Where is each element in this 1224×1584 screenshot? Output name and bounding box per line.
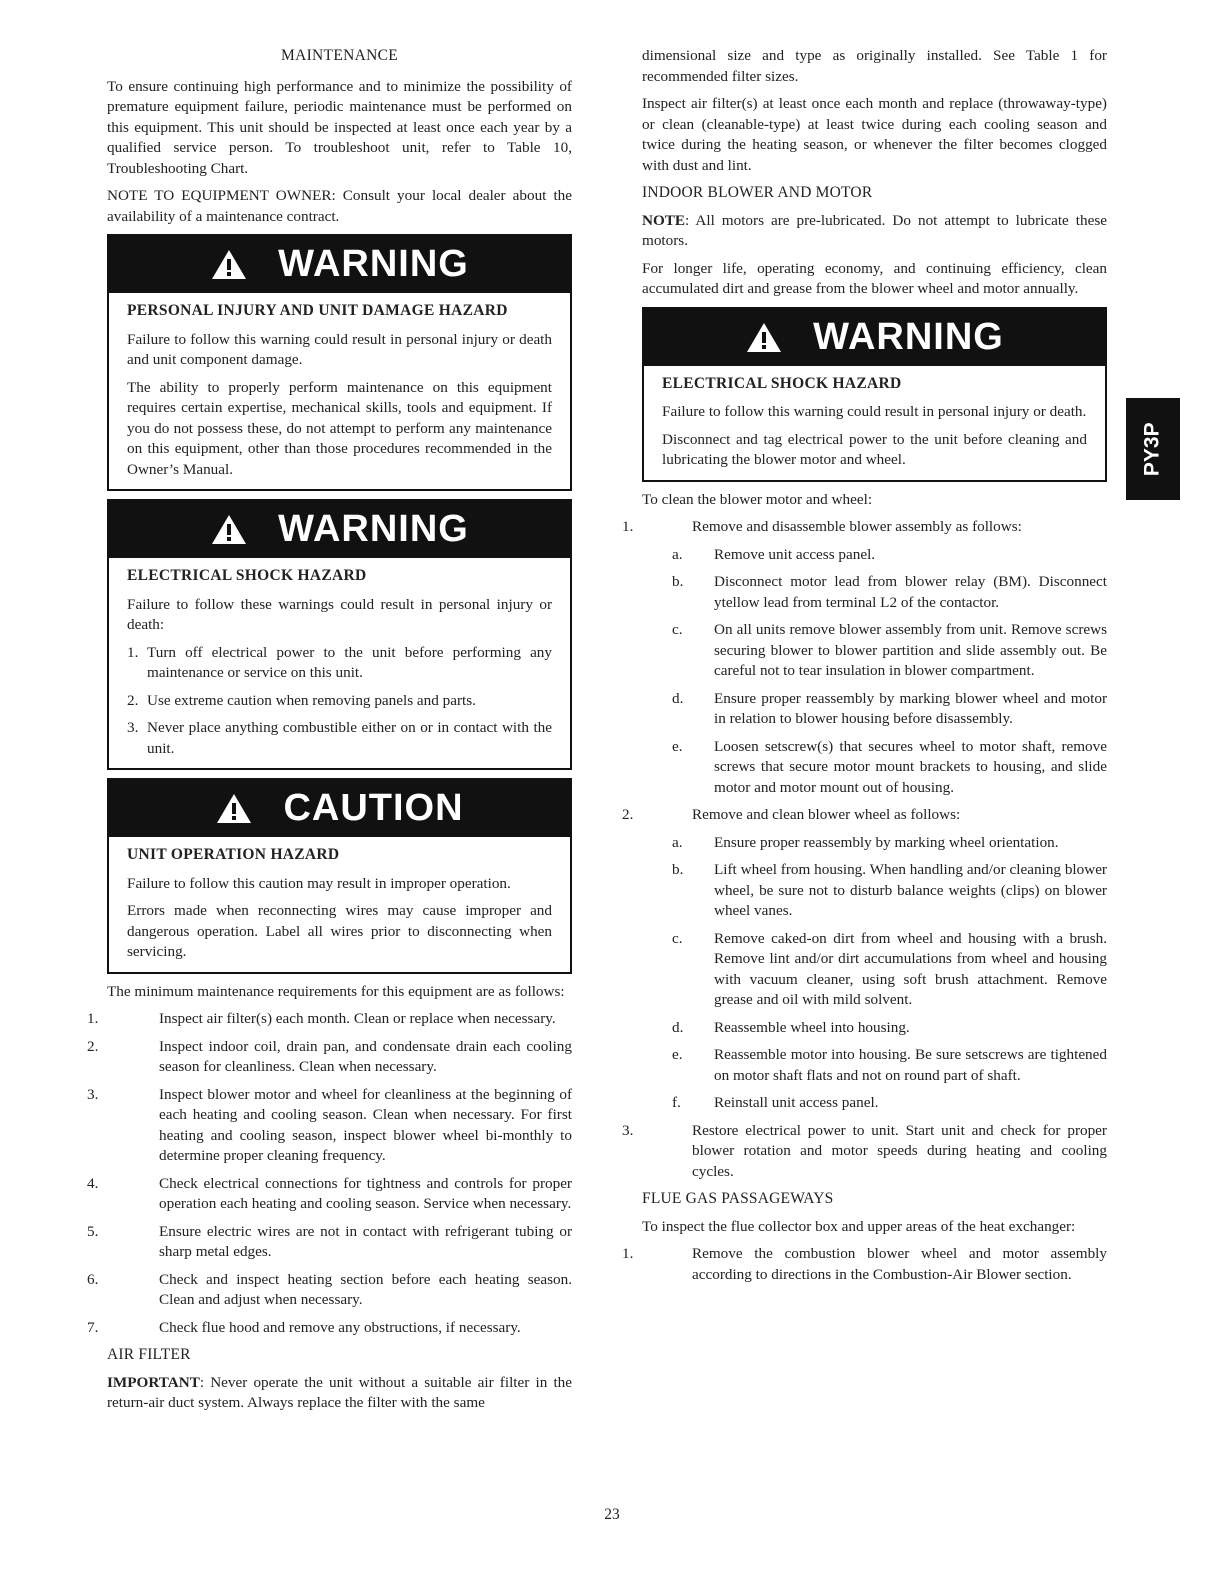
list-item: 1. Inspect air filter(s) each month. Clean or replace when necessary. bbox=[87, 1010, 556, 1027]
warning-list bbox=[127, 643, 552, 760]
list-item: 1. Remove and disassemble blower assembly as follows: a. Remove unit access panel. b. Disconnect motor lead from blower relay (BM). Disconnect ytellow lead from terminal L2 of the contactor. c. On all units remove blower assembly from unit. Remove screws securing blower to blower partition and slide assembly out. Be careful not to tear insulation in blower compartment. d. Ensure proper reassembly by marking blower wheel and motor in relation to blower housing before disassembly. e. Loosen setscrew(s) that secures wheel to motor shaft, remove screws that secure motor mount brackets to housing, and slide motor and motor mount out of housing. bbox=[642, 517, 1107, 798]
warning-banner bbox=[644, 309, 1105, 366]
min-requirements-intro: The minimum maintenance requirements for this equipment are as follows: bbox=[107, 982, 565, 1000]
list-item: 7. Check flue hood and remove any obstructions, if necessary. bbox=[87, 1318, 521, 1336]
list-item: 3. Never place anything combustible either on or in contact with the unit. bbox=[127, 719, 552, 757]
warning-triangle-icon bbox=[745, 321, 783, 354]
warning-text: Failure to follow these warnings could result in personal injury or death: bbox=[127, 595, 552, 633]
warning-text: Failure to follow this warning could result in personal injury or death. bbox=[662, 403, 1087, 420]
list-item: 3. Restore electrical power to unit. Start unit and check for proper blower rotation and motor speeds during heating and cooling cycles. bbox=[622, 1121, 1107, 1180]
hazard-title: ELECTRICAL SHOCK HAZARD bbox=[662, 374, 902, 392]
list-item: 5. Ensure electric wires are not in contact with refrigerant tubing or sharp metal edges. bbox=[87, 1222, 572, 1260]
blower-heading: INDOOR BLOWER AND MOTOR bbox=[642, 184, 873, 201]
to-clean-intro: To clean the blower motor and wheel: bbox=[642, 490, 873, 508]
warning-triangle-icon bbox=[210, 248, 248, 281]
warning-label: WARNING bbox=[278, 243, 469, 286]
list-item: 1. Turn off electrical power to the unit before performing any maintenance or service on this unit. bbox=[127, 643, 552, 681]
warning-banner bbox=[109, 501, 570, 558]
list-item: b. Disconnect motor lead from blower relay (BM). Disconnect ytellow lead from terminal L2 of the contactor. bbox=[672, 573, 1107, 611]
list-item: c. On all units remove blower assembly from unit. Remove screws securing blower to blower partition and slide assembly out. Be careful not to tear insulation in blower compartment. bbox=[672, 621, 1107, 679]
side-tab bbox=[1126, 398, 1180, 500]
sub-steps bbox=[672, 833, 1107, 1114]
list-item: a. Ensure proper reassembly by marking wheel orientation. bbox=[672, 833, 1059, 851]
warning-box-electrical-shock bbox=[107, 499, 572, 770]
air-filter-heading: AIR FILTER bbox=[107, 1346, 191, 1363]
important-note: IMPORTANT: Never operate the unit without a suitable air filter in the return-air duct system. Always replace the filter with the same bbox=[107, 1373, 572, 1411]
warning-triangle-icon bbox=[215, 792, 253, 825]
caution-text: Failure to follow this caution may result in improper operation. bbox=[127, 874, 511, 892]
right-column bbox=[622, 46, 1107, 1292]
filter-inspect: Inspect air filter(s) at least once each month and replace (throwaway-type) or clean (cleanable-type) at least twice during each cooling season and twice during the heating season, or whenever the filter becomes clogged with dust and lint. bbox=[642, 95, 1107, 174]
warning-label: WARNING bbox=[813, 315, 1004, 358]
left-column bbox=[87, 46, 572, 1421]
flue-steps bbox=[622, 1244, 1107, 1285]
maintenance-intro: To ensure continuing high performance and to minimize the possibility of premature equipment failure, periodic maintenance must be performed on this equipment. This unit should be inspected at least once each year by a qualified service person. To troubleshoot unit, refer to Table 10, Troubleshooting Chart. bbox=[107, 77, 572, 177]
list-item: 1. Remove the combustion blower wheel and motor assembly according to directions in the Combustion-Air Blower section. bbox=[622, 1245, 1107, 1283]
cleaning-steps bbox=[622, 517, 1107, 1182]
warning-label: WARNING bbox=[278, 508, 469, 551]
side-tab-label: PY3P bbox=[1140, 422, 1164, 476]
sub-steps bbox=[672, 545, 1107, 799]
warning-text: Disconnect and tag electrical power to the unit before cleaning and lubricating the blower motor and wheel. bbox=[662, 430, 1087, 468]
owner-note: NOTE TO EQUIPMENT OWNER: Consult your local dealer about the availability of a maintenance contract. bbox=[107, 187, 572, 225]
caution-banner bbox=[109, 780, 570, 837]
warning-text: The ability to properly perform maintenance on this equipment requires certain expertise, mechanical skills, tools and equipment. If you do not possess these, do not attempt to perform any maintenance on this equipment, other than those procedures recommended in the Owner’s Manual. bbox=[127, 378, 552, 478]
warning-box-electrical-shock bbox=[642, 307, 1107, 482]
list-item: 2. Use extreme caution when removing panels and parts. bbox=[127, 691, 476, 709]
caution-text: Errors made when reconnecting wires may cause improper and dangerous operation. Label all wires prior to disconnecting when servicing. bbox=[127, 902, 552, 960]
list-item: 4. Check electrical connections for tightness and controls for proper operation each heating and cooling season. Service when necessary. bbox=[87, 1174, 572, 1212]
flue-heading: FLUE GAS PASSAGEWAYS bbox=[642, 1190, 834, 1207]
list-item: 6. Check and inspect heating section before each heating season. Clean and adjust when necessary. bbox=[87, 1270, 572, 1308]
longer-life-text: For longer life, operating economy, and continuing efficiency, clean accumulated dirt and grease from the blower wheel and motor annually. bbox=[642, 259, 1107, 297]
requirements-list bbox=[87, 1009, 572, 1338]
hazard-title: ELECTRICAL SHOCK HAZARD bbox=[127, 567, 367, 584]
list-item: 3. Inspect blower motor and wheel for cleanliness at the beginning of each heating and cooling season. Clean when necessary. For first heating and cooling season, inspect blower wheel bi-monthly to determine proper cleaning frequency. bbox=[87, 1085, 572, 1164]
list-item: d. Ensure proper reassembly by marking blower wheel and motor in relation to blower housing before disassembly. bbox=[672, 689, 1107, 727]
list-item: d. Reassemble wheel into housing. bbox=[672, 1018, 910, 1036]
motor-note: NOTE: All motors are pre-lubricated. Do not attempt to lubricate these motors. bbox=[642, 211, 1107, 249]
list-item: c. Remove caked-on dirt from wheel and housing with a brush. Remove lint and/or dirt accumulations from wheel and housing with vacuum cleaner, using soft brush attachment. Remove grease and oil with mild solvent. bbox=[672, 929, 1107, 1008]
list-item: e. Loosen setscrew(s) that secures wheel to motor shaft, remove screws that secure motor mount brackets to housing, and slide motor and motor mount out of housing. bbox=[672, 737, 1107, 796]
warning-triangle-icon bbox=[210, 513, 248, 546]
list-item: b. Lift wheel from housing. When handling and/or cleaning blower wheel, be sure not to disturb balance weights (clips) on blower wheel vanes. bbox=[672, 861, 1107, 919]
page-number: 23 bbox=[604, 1506, 620, 1523]
warning-box-personal-injury bbox=[107, 234, 572, 491]
list-item: 2. Remove and clean blower wheel as follows: a. Ensure proper reassembly by marking wheel orientation. b. Lift wheel from housing. When handling and/or cleaning blower wheel, be sure not to disturb balance weights (clips) on blower wheel vanes. c. Remove caked-on dirt from wheel and housing with a brush. Remove lint and/or dirt accumulations from wheel and housing with vacuum cleaner, using soft brush attachment. Remove grease and oil with mild solvent. d. Reassemble wheel into housing. e. Reassemble motor into housing. Be sure setscrews are tightened on motor shaft flats and not on round part of shaft. f. Reinstall unit access panel. bbox=[642, 805, 1107, 1114]
maintenance-heading: MAINTENANCE bbox=[281, 47, 398, 64]
list-item: 2. Inspect indoor coil, drain pan, and condensate drain each cooling season for cleanliness. Clean when necessary. bbox=[87, 1037, 572, 1075]
caution-box-unit-operation bbox=[107, 778, 572, 974]
list-item: e. Reassemble motor into housing. Be sure setscrews are tightened on motor shaft flats and not on round part of shaft. bbox=[672, 1046, 1107, 1084]
flue-intro: To inspect the flue collector box and upper areas of the heat exchanger: bbox=[642, 1217, 1076, 1235]
list-item: f. Reinstall unit access panel. bbox=[672, 1094, 879, 1111]
list-item: a. Remove unit access panel. bbox=[672, 545, 876, 563]
warning-banner bbox=[109, 236, 570, 293]
filter-continued: dimensional size and type as originally installed. See Table 1 for recommended filter sizes. bbox=[642, 47, 1107, 85]
warning-text: Failure to follow this warning could result in personal injury or death and unit component damage. bbox=[127, 330, 552, 368]
caution-label: CAUTION bbox=[283, 787, 464, 830]
hazard-title: UNIT OPERATION HAZARD bbox=[127, 846, 340, 863]
hazard-title: PERSONAL INJURY AND UNIT DAMAGE HAZARD bbox=[127, 302, 508, 319]
